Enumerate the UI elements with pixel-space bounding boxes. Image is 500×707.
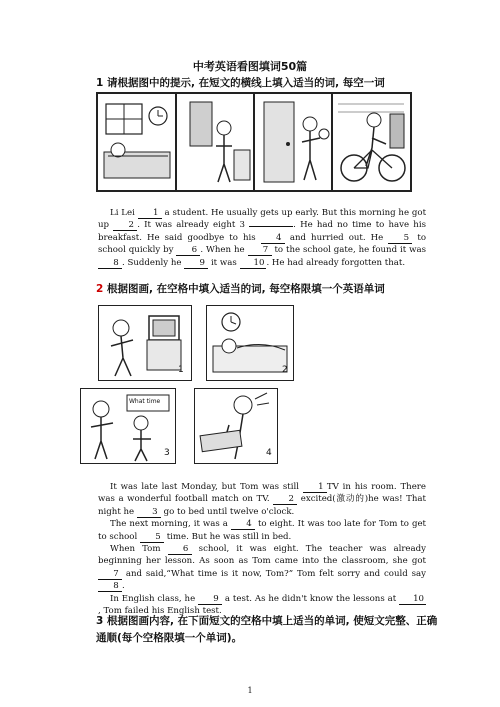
passage-text: to the school gate, he found it was (274, 245, 427, 256)
panel-number-2: 2 (282, 365, 288, 375)
passage-text: It was late last Monday, but Tom was still (110, 482, 300, 492)
s2-blank-2[interactable]: 2 (273, 494, 297, 505)
blank-6[interactable]: 6 (176, 245, 200, 256)
section3-heading-line-2: 通顺(每个空格限填一个单词)。 (96, 632, 243, 644)
section1-paragraph (98, 207, 426, 269)
s2-blank-3[interactable]: 3 (137, 507, 161, 518)
passage-text: When Tom (110, 544, 161, 555)
passage-text: to school quickly by (98, 232, 427, 256)
passage-text: . He had no time to have his breakfast. He said goodbye to his (98, 220, 426, 243)
blank-3[interactable] (249, 226, 293, 227)
passage-text: The next morning, it was a (110, 519, 228, 530)
passage-text: . He had already forgotten that. (266, 257, 406, 268)
passage-text: it was (210, 257, 237, 268)
panel-number-4: 4 (266, 448, 272, 458)
section1-heading: 1 请根据图中的提示, 在短文的横线上填入适当的词, 每空一词 (96, 77, 385, 89)
passage-text: excited(激动的)he was! That night he (98, 494, 427, 517)
passage-text: time. But he was still in bed. (166, 531, 292, 542)
passage-text: a student. He usually gets up early. But this morning he got up (98, 208, 427, 231)
passage-text: a test. As he didn't know the lessons at (224, 593, 397, 604)
blank-1[interactable]: 1 (138, 208, 162, 219)
blank-10[interactable]: 10 (240, 258, 267, 269)
section2-number: 2 (96, 283, 104, 295)
passage-text: to eight. It was too late for Tom to get to school (98, 519, 427, 542)
passage-text: and hurried out. He (289, 232, 384, 243)
blank-2[interactable]: 2 (113, 220, 137, 231)
passage-text: . When he (200, 245, 245, 256)
s2-blank-8[interactable]: 8 (98, 581, 122, 592)
passage-text: and said,“What time is it now, Tom?” Tom felt sorry and could say (125, 568, 426, 579)
passage-text: In English class, he (110, 593, 196, 604)
section2-paragraph-3 (98, 543, 426, 593)
section1-comic-strip (96, 92, 412, 192)
blank-9[interactable]: 9 (184, 258, 208, 269)
comic-strip-illustration (98, 94, 410, 190)
picture-panel-2 (206, 305, 294, 381)
s2-blank-7[interactable]: 7 (98, 569, 122, 580)
section2-paragraph-2 (98, 518, 426, 543)
section3-heading-line-1: 3 根据图画内容, 在下面短文的空格中填上适当的单词, 使短文完整、正确 (96, 615, 438, 627)
s2-blank-1[interactable]: 1 (303, 482, 327, 493)
document-title: 中考英语看图填词50篇 (192, 60, 308, 73)
s2-blank-10[interactable]: 10 (399, 594, 426, 605)
blank-7[interactable]: 7 (248, 245, 272, 256)
s2-blank-5[interactable]: 5 (140, 532, 164, 543)
passage-text: TV in his room. There was a wonderful football match on TV. (98, 482, 426, 505)
s2-blank-4[interactable]: 4 (231, 519, 255, 530)
section1-passage (98, 207, 426, 269)
s2-blank-6[interactable]: 6 (168, 544, 192, 555)
passage-text: . (122, 581, 125, 592)
picture-panel-3 (80, 388, 176, 464)
section2-heading-text: 根据图画, 在空格中填入适当的词, 每空格限填一个英语单词 (106, 283, 385, 295)
blank-8[interactable]: 8 (98, 258, 122, 269)
section2-paragraph-1 (98, 481, 426, 518)
passage-text: . It was already eight 3 (137, 220, 245, 231)
passage-text: . Suddenly he (122, 257, 182, 268)
panel-number-3: 3 (164, 448, 170, 458)
page-number: 1 (247, 686, 253, 695)
passage-text: go to bed until twelve o'clock. (163, 506, 295, 517)
passage-text: , Tom failed his English test. (98, 606, 222, 617)
blank-5[interactable]: 5 (388, 233, 412, 244)
passage-text: school, it was eight. The teacher was already beginning her lesson. As soon as Tom came into the classroom, she got (98, 544, 426, 567)
blank-4[interactable]: 4 (261, 233, 285, 244)
taking-test-illustration (195, 389, 277, 463)
what-time-sign: What time (129, 398, 161, 405)
section2-passage (98, 481, 426, 617)
section2-heading (96, 281, 385, 296)
sleeping-in-bed-illustration (207, 306, 293, 380)
passage-text: Li Lei (110, 208, 135, 218)
classroom-teacher-illustration (81, 389, 175, 463)
s2-blank-9[interactable]: 9 (198, 594, 222, 605)
panel-number-1: 1 (178, 365, 184, 375)
